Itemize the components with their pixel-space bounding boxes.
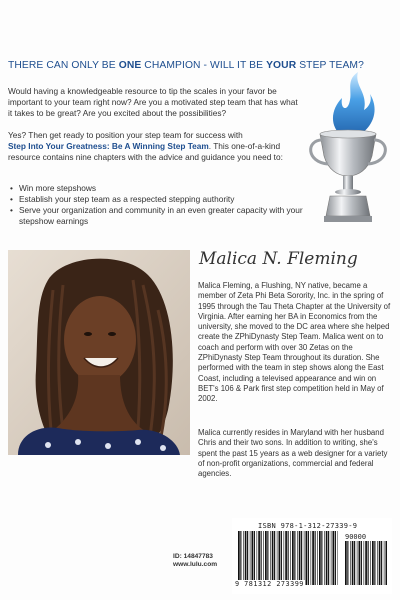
barcode-bar [238, 531, 240, 585]
book-title: Step Into Your Greatness: Be A Winning Step Team [8, 141, 209, 151]
barcode-bar [312, 531, 314, 585]
barcode-bar [294, 531, 295, 585]
barcode-bar [301, 531, 302, 585]
intro-paragraph: Would having a knowledgeable resource to tip the scales in your favor be important to your team right now? Are you a motivated step team that has what it takes to be great? Are you excited about the possibilities? [8, 86, 298, 118]
barcode-bar [317, 531, 318, 585]
barcode-bar [285, 531, 287, 585]
author-bio-paragraph: Malica currently resides in Maryland with her husband Chris and their two sons. In addition to writing, she's spent the past 15 years as a web designer for a variety of non-profit organizations, commercial and federal agencies. [198, 428, 388, 479]
headline-emphasis-your: YOUR [266, 60, 297, 71]
barcode-bar [308, 531, 309, 585]
barcode-bar [247, 531, 248, 585]
headline-part-3: STEP TEAM? [296, 60, 364, 71]
barcode-bar [297, 531, 298, 585]
barcode-bar [306, 531, 308, 585]
barcode-bar [379, 541, 381, 585]
barcode-bar [374, 541, 375, 585]
barcode-number: 9 781312 273399 [235, 580, 304, 588]
benefit-list [10, 183, 310, 227]
barcode-bar [347, 541, 348, 585]
barcode-bar [321, 531, 322, 585]
barcode-bar [284, 531, 285, 585]
barcode-bar [288, 531, 289, 585]
barcode-bar [386, 541, 388, 585]
barcode-bar [345, 541, 347, 585]
barcode-bar [331, 531, 332, 585]
trophy-base [326, 196, 370, 216]
barcode-bar [381, 541, 382, 585]
barcode-bar [281, 531, 282, 585]
call-to-action-paragraph [8, 130, 308, 163]
cta-rest: . This one-of-a-kind resource contains nine chapters with the advice and guidance you need to: [8, 141, 283, 162]
isbn-barcode [238, 531, 338, 585]
headline-emphasis-one: ONE [118, 60, 142, 71]
barcode-bar [384, 541, 385, 585]
barcode-bar [352, 541, 354, 585]
publisher-info [173, 553, 217, 569]
headline-part-1: THERE CAN ONLY BE [8, 60, 119, 71]
barcode-bar [270, 531, 271, 585]
barcode-bar [263, 531, 264, 585]
barcode-bar [350, 541, 351, 585]
benefit-item: • Establish your step team as a respected stepping authority [10, 194, 310, 205]
barcode-bar [368, 541, 369, 585]
barcode-bar [261, 531, 262, 585]
barcode-bar [324, 531, 325, 585]
author-bio-paragraph: Malica Fleming, a Flushing, NY native, became a member of Zeta Phi Beta Sorority, Inc. in the spring of 1995 through the Tau Theta Chapter at the University of Virginia. After earning her BA in Economics from the university, she moved to the DC area where she helped create the ZPhiDynasty Step Team. Malica went on to coach and perform with over 30 Zetas on the ZPhiDynasty Step Team throughout its duration. She performed with the team in step shows along the East Coast, including a televised appearance and win on BET's 106 & Park first step competition held in May of 2002. [198, 281, 391, 404]
headline-part-2: CHAMPION - WILL IT BE [141, 60, 267, 71]
barcode-addon-number: 90000 [345, 533, 367, 541]
isbn-label: ISBN 978-1-312-27339-9 [258, 522, 358, 530]
benefit-item: • Win more stepshows [10, 183, 310, 194]
barcode-bar [311, 531, 312, 585]
barcode-bar [364, 541, 365, 585]
barcode-bar [333, 531, 335, 585]
barcode-bar [250, 531, 251, 585]
barcode-bar [377, 541, 378, 585]
barcode-bar [354, 541, 355, 585]
barcode-bar [265, 531, 267, 585]
barcode-bar [299, 531, 301, 585]
barcode-bar [277, 531, 278, 585]
barcode-bar [365, 541, 367, 585]
barcode-bar [359, 541, 361, 585]
barcode-bar [357, 541, 358, 585]
barcode-bar [245, 531, 247, 585]
barcode-bar [252, 531, 254, 585]
barcode-bar [258, 531, 260, 585]
cta-lead: Yes? Then get ready to position your step team for success with [8, 130, 243, 140]
barcode-bar [272, 531, 274, 585]
addon-barcode [345, 541, 387, 585]
barcode-bar [370, 541, 371, 585]
barcode-bar [254, 531, 255, 585]
trophy-illustration [298, 70, 398, 230]
publisher-id: ID: 14847783 [173, 553, 213, 560]
barcode-bar [315, 531, 316, 585]
author-name: Malica N. Fleming [199, 249, 358, 269]
barcode-bar [292, 531, 294, 585]
barcode-bar [319, 531, 321, 585]
barcode-bar [328, 531, 329, 585]
trophy-cup [320, 134, 376, 176]
barcode-bar [267, 531, 268, 585]
author-photo [8, 250, 190, 455]
barcode-bar [240, 531, 241, 585]
benefit-item: • Serve your organization and community in an even greater capacity with your stepshow earnings [10, 205, 310, 227]
barcode-bar [257, 531, 258, 585]
barcode-bar [274, 531, 275, 585]
barcode-bar [326, 531, 328, 585]
barcode-bar [290, 531, 291, 585]
barcode-bar [361, 541, 362, 585]
barcode-bar [304, 531, 305, 585]
barcode-bar [243, 531, 244, 585]
barcode-bar [372, 541, 374, 585]
barcode-bar [335, 531, 336, 585]
publisher-url: www.lulu.com [173, 561, 218, 568]
barcode-bar [279, 531, 281, 585]
